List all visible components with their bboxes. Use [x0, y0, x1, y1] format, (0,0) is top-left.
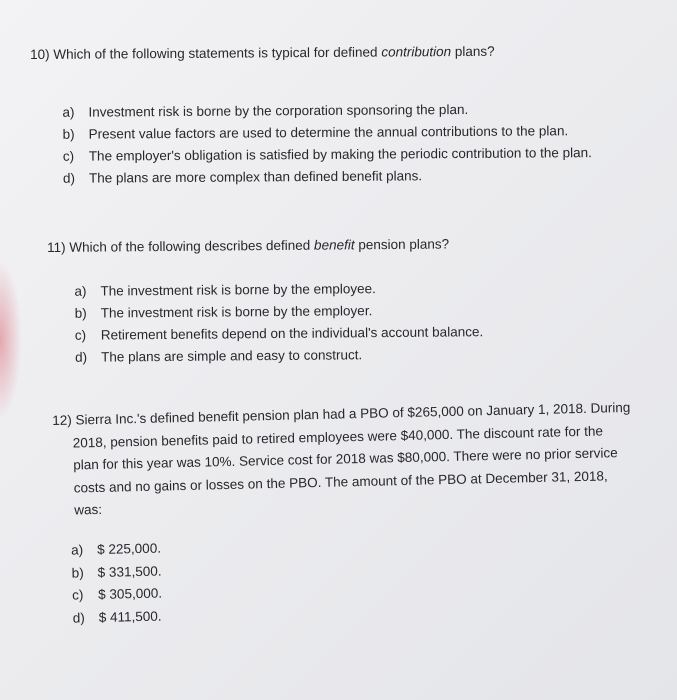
option-text: The investment risk is borne by the employee.: [100, 281, 376, 299]
answer-option-c: [72, 583, 162, 608]
option-letter: b): [74, 305, 87, 321]
option-letter: a): [74, 283, 87, 299]
answer-option-d: [75, 343, 484, 369]
question-11-title: [47, 233, 449, 258]
question-10: [30, 41, 592, 186]
answer-option-a: [71, 538, 161, 563]
question-12: [52, 396, 664, 626]
answer-options: [71, 538, 163, 630]
question-line: was:: [74, 501, 103, 518]
option-text: $ 411,500.: [98, 608, 162, 625]
option-text: Retirement benefits depend on the individual's account balance.: [100, 324, 484, 343]
answer-options: [74, 277, 483, 369]
question-text: Which of the following statements is typical for defined: [53, 44, 378, 62]
option-text: $ 225,000.: [97, 540, 162, 558]
question-line: costs and no gains or losses on the PBO. The amount of the PBO at December 31, 2018,: [73, 467, 608, 496]
answer-option-c: [63, 142, 592, 168]
question-number: 10): [30, 46, 50, 62]
question-text-end: pension plans?: [358, 236, 450, 253]
option-text: Present value factors are used to determine the annual contributions to the plan.: [88, 123, 569, 142]
option-text: Investment risk is borne by the corporation sponsoring the plan.: [88, 101, 469, 120]
question-12-body: [52, 396, 664, 522]
question-line: 2018, pension benefits paid to retired employees were $40,000. The discount rate for the: [72, 423, 604, 451]
option-text: The plans are simple and easy to construct.: [100, 347, 363, 365]
question-line: plan for this year was 10%. Service cost for 2018 was $80,000. There were no prior service: [73, 445, 618, 473]
option-letter: d): [74, 349, 88, 365]
question-10-title: [30, 41, 495, 65]
question-number: 11): [47, 239, 66, 255]
answer-option-d: [72, 605, 162, 630]
question-emphasis: contribution: [381, 44, 452, 60]
option-letter: c): [62, 148, 75, 164]
option-letter: a): [62, 104, 75, 120]
answer-option-c: [75, 321, 484, 347]
answer-option-b: [71, 560, 161, 585]
answer-option-d: [63, 164, 592, 190]
page-edge-shadow: [0, 260, 22, 420]
option-letter: b): [62, 126, 75, 142]
question-emphasis: benefit: [313, 237, 355, 253]
option-letter: c): [72, 587, 84, 603]
option-text: The employer's obligation is satisfied by making the periodic contribution to the plan.: [88, 145, 592, 164]
option-letter: c): [74, 327, 87, 343]
option-letter: d): [62, 170, 76, 186]
option-text: The plans are more complex than defined benefit plans.: [88, 168, 423, 186]
question-11: [47, 233, 484, 365]
option-text: $ 305,000.: [98, 585, 163, 602]
question-line: 12) Sierra Inc.'s defined benefit pension plan had a PBO of $265,000 on January 1, 2018. During: [52, 399, 631, 428]
option-letter: a): [71, 542, 84, 558]
question-text-end: plans?: [454, 43, 495, 60]
option-text: $ 331,500.: [97, 563, 162, 580]
option-letter: d): [72, 609, 85, 626]
question-text: Which of the following describes defined: [69, 237, 311, 255]
answer-options: [62, 98, 592, 190]
option-letter: b): [71, 564, 84, 581]
option-text: The investment risk is borne by the employer.: [100, 303, 373, 321]
